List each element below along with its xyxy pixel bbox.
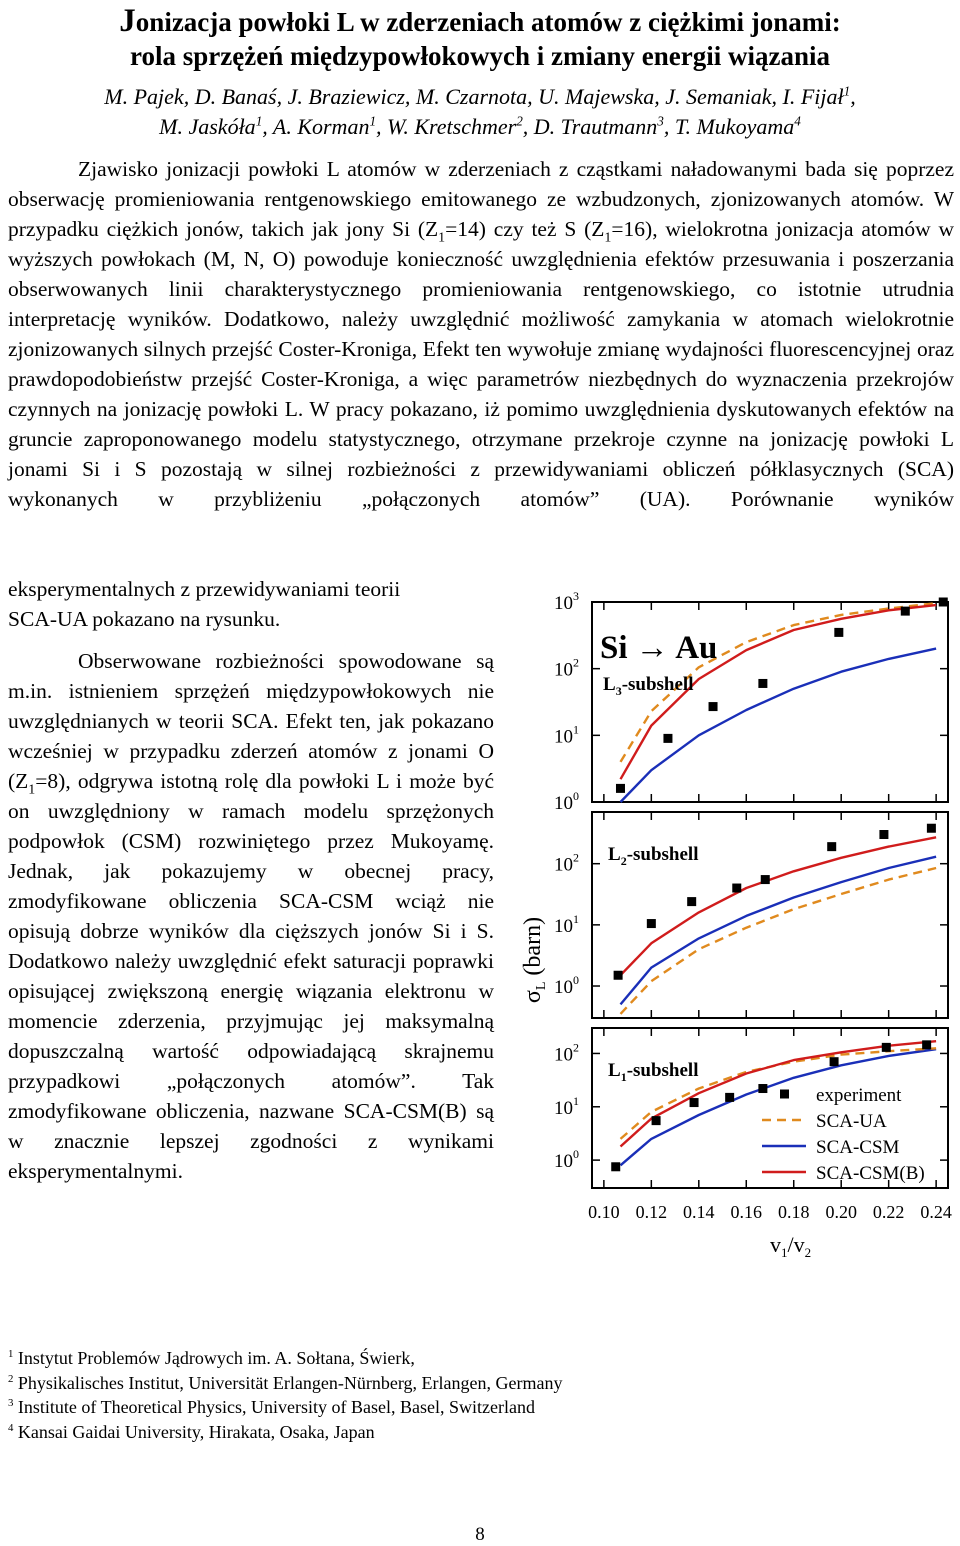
legend-label: experiment bbox=[816, 1085, 902, 1106]
y-tick-label: $10^1$ bbox=[554, 1093, 579, 1119]
text-run: Obserwowane rozbieżności spowodowane są m.in. istnieniem sprzężeń międzypowłokowych nie uwzględnianych w teorii SCA. Efekt ten, jak pokazano wcześniej w przypadku zderzeń atomów z jonami O (Z bbox=[8, 649, 494, 793]
experiment-point bbox=[830, 1057, 839, 1066]
authors bbox=[0, 82, 960, 142]
footnote-4 bbox=[8, 1420, 562, 1445]
experiment-point bbox=[732, 884, 741, 893]
authors-line-2 bbox=[0, 112, 960, 142]
experiment-point bbox=[687, 897, 696, 906]
experiment-point bbox=[927, 824, 936, 833]
x-tick-label: 0.10 bbox=[588, 1202, 620, 1222]
footnote-mark: 3 bbox=[8, 1397, 14, 1409]
legend-label: SCA-UA bbox=[816, 1111, 887, 1132]
author-name: , W. Kretschmer bbox=[376, 114, 517, 139]
curve-sca-csm bbox=[621, 649, 937, 802]
affiliation-mark: 1 bbox=[255, 113, 263, 129]
x-tick-label: 0.20 bbox=[825, 1202, 857, 1222]
author-name: , T. Mukoyama bbox=[663, 114, 795, 139]
authors-line-1 bbox=[0, 82, 960, 112]
experiment-point bbox=[614, 971, 623, 980]
curve-sca-ua bbox=[621, 868, 937, 1014]
subscript: 1 bbox=[28, 782, 36, 798]
legend-label: SCA-CSM(B) bbox=[816, 1163, 925, 1184]
experiment-point bbox=[879, 830, 888, 839]
authors-punct: , bbox=[850, 84, 856, 109]
experiment-point bbox=[616, 784, 625, 793]
x-tick-label: 0.12 bbox=[635, 1202, 668, 1222]
y-tick-label: $10^2$ bbox=[554, 850, 579, 876]
x-tick-label: 0.18 bbox=[777, 1202, 810, 1222]
author-name: , A. Korman bbox=[262, 114, 370, 139]
experiment-point bbox=[922, 1040, 931, 1049]
experiment-point bbox=[882, 1043, 891, 1052]
paragraph-text bbox=[8, 154, 954, 514]
footnote-3 bbox=[8, 1395, 562, 1420]
affiliation-mark: 1 bbox=[369, 113, 377, 129]
text-run: Zjawisko jonizacji powłoki L atomów w zderzeniach z cząstkami naładowanymi bada się poprzez obserwację promieniowania rentgenowskiego emitowanego ze wzbudzonych, zjonizowanych atomów. W przypadku ciężkich jonów, takich jak jony Si (Z bbox=[8, 157, 954, 241]
title-line-1-text: onizacja powłoki L w zderzeniach atomów z ciężkimi jonami: bbox=[135, 7, 841, 37]
y-axis-label: $\sigma_L$ (barn) bbox=[520, 916, 549, 1004]
y-tick-label: $10^0$ bbox=[554, 1147, 579, 1173]
subscript: 1 bbox=[604, 230, 612, 246]
experiment-point bbox=[647, 919, 656, 928]
y-tick-label: $10^0$ bbox=[554, 789, 579, 814]
x-tick-label: 0.24 bbox=[920, 1202, 952, 1222]
footnote-text: Instytut Problemów Jądrowych im. A. Sołtana, Świerk, bbox=[13, 1348, 415, 1368]
y-tick-label: $10^0$ bbox=[554, 973, 579, 999]
experiment-point bbox=[611, 1162, 620, 1171]
affiliation-mark: 1 bbox=[843, 83, 851, 99]
experiment-point bbox=[709, 702, 718, 711]
author-name: M. Jaskóła bbox=[159, 114, 256, 139]
y-tick-label: $10^2$ bbox=[554, 1040, 579, 1066]
experiment-point bbox=[663, 734, 672, 743]
y-tick-label: $10^1$ bbox=[554, 911, 579, 937]
subshell-label: $L_3$-subshell bbox=[603, 674, 694, 698]
text-run: =14) czy też S (Z bbox=[445, 217, 605, 241]
title-initial: J bbox=[119, 3, 136, 39]
footnote-text: Physikalisches Institut, Universität Erlangen-Nürnberg, Erlangen, Germany bbox=[13, 1372, 563, 1393]
experiment-point bbox=[761, 875, 770, 884]
y-tick-label: $10^3$ bbox=[554, 589, 579, 614]
text-run: =8), odgrywa istotną rolę dla powłoki L i może być on uwzględniony w ramach modelu sprzężonych podpowłok (CSM) rozwiniętego przez Mukoyamę. Jednak, jak pokazujemy w obecnej pracy, zmodyfikowane obliczenia SCA-CSM wciąż nie opisują dobrze wyników dla cięższych jonów Si i S. Dodatkowo należy uwzględnić efekt saturacji poprawki opisującej zwiększoną energię wiązania elektronu w momencie zderzenia, przyjmując jej maksymalną dopuszczalną wartość odpowiadającą skrajnemu przypadkowi „połączonych atomów”. Tak zmodyfikowane obliczenia, nazwane SCA-CSM(B) są w znacznie lepszej zgodności z wynikami eksperymentalnymi. bbox=[8, 769, 494, 1183]
footnotes bbox=[8, 1346, 562, 1444]
experiment-point bbox=[725, 1093, 734, 1102]
experiment-point bbox=[939, 598, 948, 607]
footnote-text: Kansai Gaidai University, Hirakata, Osaka, Japan bbox=[13, 1421, 375, 1442]
title-line-2: rola sprzężeń międzypowłokowych i zmiany energii wiązania bbox=[130, 41, 830, 71]
experiment-point bbox=[901, 607, 910, 616]
footnote-1 bbox=[8, 1346, 562, 1371]
x-tick-label: 0.14 bbox=[683, 1202, 715, 1222]
paragraph-1-tail: eksperymentalnych z przewidywaniami teorii SCA-UA pokazano na rysunku. bbox=[8, 577, 401, 631]
legend-label: SCA-CSM bbox=[816, 1137, 900, 1158]
subshell-label: $L_2$-subshell bbox=[608, 844, 699, 868]
subshell-label: $L_1$-subshell bbox=[608, 1060, 699, 1084]
experiment-point bbox=[758, 1084, 767, 1093]
x-tick-label: 0.16 bbox=[730, 1202, 763, 1222]
title-line-1 bbox=[0, 4, 960, 39]
footnote-mark: 2 bbox=[8, 1372, 14, 1385]
experiment-point bbox=[827, 842, 836, 851]
text-run: =16), wielokrotna jonizacja atomów w wyższych powłokach (M, N, O) powoduje konieczność uwzględnienia efektów przesuwania i poszerzania obserwowanych linii charakterystycznego promieniowania rentgenowskiego, co istotnie utrudnia interpretację wyników. Dodatkowo, należy uwzględnić możliwość zamykania w atomach wielokrotnie zjonizowanych silnych przejść Coster-Kroniga, Efekt ten wywołuje zmianę wydajności fluorescencyjnej oraz prawdopodobieństw przejść Coster-Kroniga, a więc parametrów niezbędnych do wyznaczenia przekrojów czynnych na jonizację powłoki L. W pracy pokazano, iż pomimo uwzględnienia dyskutowanych efektów na gruncie zaproponowanego modelu statystycznego, otrzymane przekroje czynne na jonizację powłoki L jonami Si i S pozostają w silnej rozbieżności z przewidywaniami obliczeń półklasycznych (SCA) wykonanych w przybliżeniu „połączonych atomów” (UA). Porównanie wyników bbox=[8, 217, 954, 511]
footnote-text: Institute of Theoretical Physics, University of Basel, Basel, Switzerland bbox=[13, 1397, 535, 1417]
x-tick-label: 0.22 bbox=[872, 1202, 905, 1222]
authors-text-1: M. Pajek, D. Banaś, J. Braziewicz, M. Czarnota, U. Majewska, J. Semaniak, I. Fijał bbox=[104, 84, 844, 109]
paper-title bbox=[0, 4, 960, 73]
footnote-mark: 4 bbox=[8, 1421, 14, 1434]
y-tick-label: $10^1$ bbox=[554, 722, 579, 748]
affiliation-mark: 2 bbox=[516, 113, 523, 129]
cross-section-figure bbox=[500, 589, 960, 1270]
experiment-point bbox=[690, 1098, 699, 1107]
page-number: 8 bbox=[475, 1524, 485, 1545]
affiliation-mark: 4 bbox=[794, 113, 801, 129]
author-name: , D. Trautmann bbox=[522, 114, 658, 139]
abstract-paragraph-2 bbox=[8, 646, 494, 1186]
x-axis-label: $v_1/v_2$ bbox=[770, 1232, 812, 1260]
experiment-point bbox=[834, 628, 843, 637]
experiment-point bbox=[758, 679, 767, 688]
affiliation-mark: 3 bbox=[657, 113, 664, 129]
footnote-mark: 1 bbox=[8, 1348, 14, 1360]
abstract-paragraph-1 bbox=[8, 154, 954, 514]
legend-marker-experiment bbox=[780, 1090, 789, 1099]
left-column-text bbox=[8, 574, 494, 1186]
footnote-2 bbox=[8, 1371, 562, 1396]
subscript: 1 bbox=[438, 230, 446, 246]
chart-title: Si → Au bbox=[600, 630, 718, 666]
y-tick-label: $10^2$ bbox=[554, 655, 579, 681]
experiment-point bbox=[652, 1116, 661, 1125]
